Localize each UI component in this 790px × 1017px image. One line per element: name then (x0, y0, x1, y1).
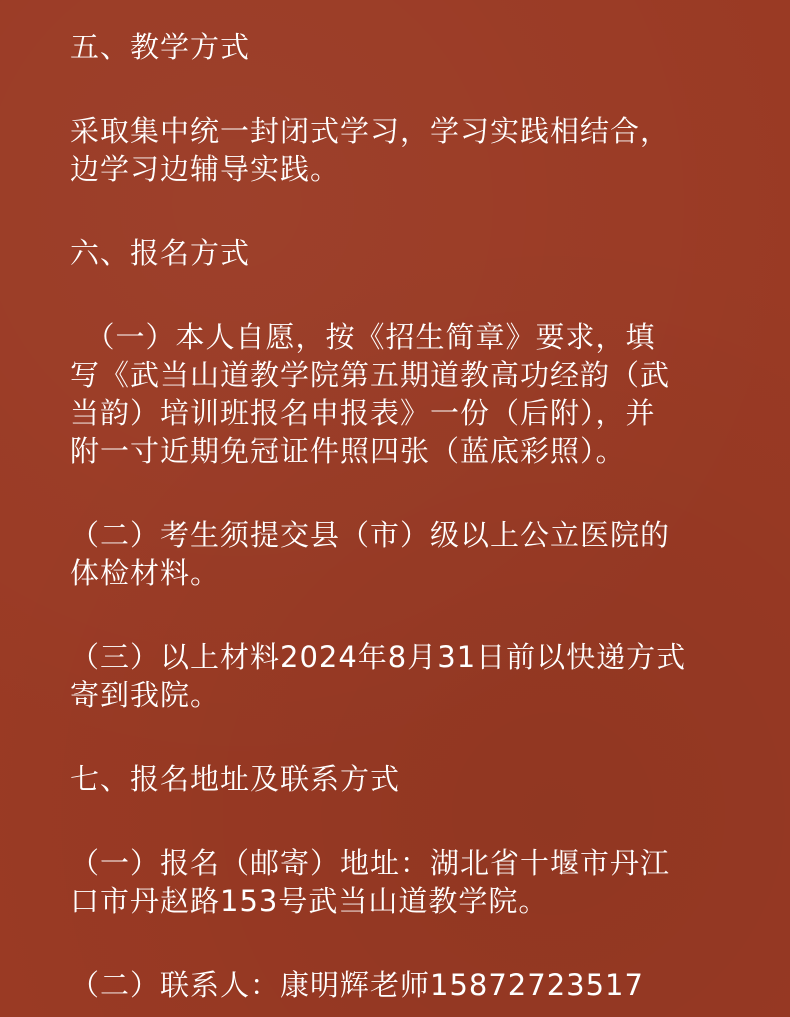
section-heading-teaching-method: 五、教学方式 (70, 30, 251, 64)
spacer (70, 798, 730, 844)
spacer (70, 592, 730, 638)
registration-item3-line-2: 寄到我院。 (70, 678, 221, 712)
spacer (70, 66, 730, 112)
spacer (70, 272, 730, 318)
registration-item1-line-4: 附一寸近期免冠证件照四张（蓝底彩照）。 (70, 434, 626, 468)
teaching-method-text-line-1: 采取集中统一封闭式学习，学习实践相结合， (70, 114, 671, 148)
registration-item1-line-1: （一）本人自愿，按《招生简章》要求，填 (70, 320, 656, 354)
registration-item2-line-1: （二）考生须提交县（市）级以上公立医院的 (70, 518, 671, 552)
section-heading-registration-method: 六、报名方式 (70, 236, 251, 270)
spacer (70, 714, 730, 760)
registration-item1-line-3: 当韵）培训班报名申报表》一份（后附），并 (70, 396, 656, 430)
section-heading-address-contact: 七、报名地址及联系方式 (70, 762, 401, 796)
spacer (70, 920, 730, 966)
document-content (70, 28, 730, 1004)
teaching-method-text-line-2: 边学习边辅导实践。 (70, 152, 341, 186)
registration-item1-line-2: 写《武当山道教学院第五期道教高功经韵（武 (70, 358, 671, 392)
address-line-1: （一）报名（邮寄）地址：湖北省十堰市丹江 (70, 846, 671, 880)
spacer (70, 470, 730, 516)
spacer (70, 188, 730, 234)
registration-item3-line-1: （三）以上材料2024年8月31日前以快递方式 (70, 640, 687, 674)
registration-item2-line-2: 体检材料。 (70, 556, 221, 590)
contact-person-line: （二）联系人：康明辉老师15872723517 (70, 968, 644, 1002)
address-line-2: 口市丹赵路153号武当山道教学院。 (70, 884, 549, 918)
